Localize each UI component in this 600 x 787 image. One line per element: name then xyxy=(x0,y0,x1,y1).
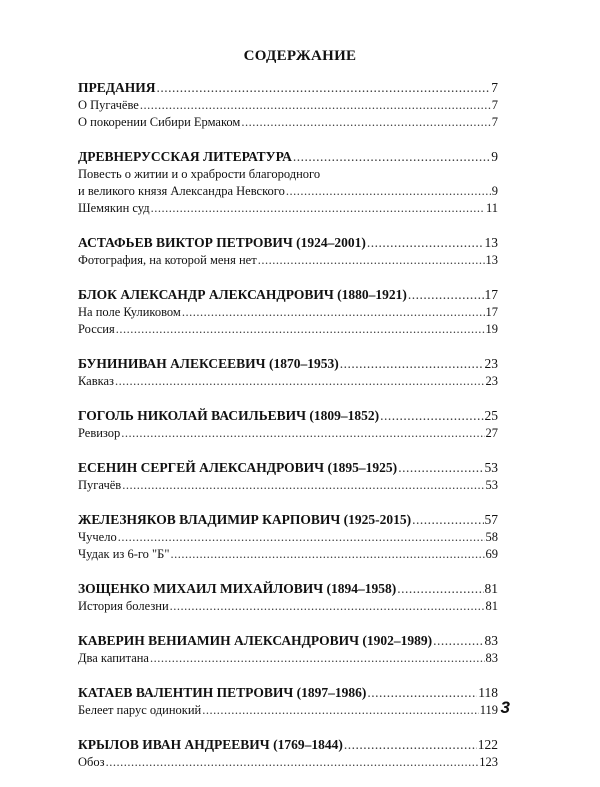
toc-section xyxy=(78,683,498,719)
toc-entry[interactable] xyxy=(78,97,498,114)
dot-leader xyxy=(408,285,484,304)
toc-section xyxy=(78,285,498,338)
section-author-label: АСТАФЬЕВ ВИКТОР ПЕТРОВИЧ (1924–2001) xyxy=(78,235,366,250)
section-page-number: 9 xyxy=(491,149,498,164)
page-number: 3 xyxy=(500,698,510,717)
section-page-number: 25 xyxy=(484,408,498,423)
toc-section xyxy=(78,354,498,390)
section-author-label: ЖЕЛЕЗНЯКОВ ВЛАДИМИР КАРПОВИЧ (1925-2015) xyxy=(78,512,412,527)
entry-page-number: 119 xyxy=(479,703,498,717)
entry-title: История болезни xyxy=(78,599,169,613)
section-author-label: ЗОЩЕНКО МИХАИЛ МИХАЙЛОВИЧ (1894–1958) xyxy=(78,581,397,596)
dot-leader xyxy=(397,579,483,598)
toc-section xyxy=(78,147,498,217)
toc-section-heading[interactable] xyxy=(78,510,498,529)
dot-leader xyxy=(118,529,485,546)
entry-page-number: 23 xyxy=(485,374,498,388)
toc-entry[interactable] xyxy=(78,373,498,390)
toc-entry[interactable] xyxy=(78,702,498,719)
toc-section xyxy=(78,735,498,771)
toc-section-heading[interactable] xyxy=(78,735,498,754)
section-page-number: 7 xyxy=(491,80,498,95)
section-author-label: ГОГОЛЬ НИКОЛАЙ ВАСИЛЬЕВИЧ (1809–1852) xyxy=(78,408,380,423)
dot-leader xyxy=(344,735,477,754)
toc-entry[interactable] xyxy=(78,304,498,321)
dot-leader xyxy=(122,477,484,494)
dot-leader xyxy=(367,683,477,702)
entry-page-number: 7 xyxy=(491,98,498,112)
toc-section-heading[interactable] xyxy=(78,579,498,598)
dot-leader xyxy=(170,598,485,615)
entry-title: Белеет парус одинокий xyxy=(78,703,202,717)
section-page-number: 17 xyxy=(484,287,498,302)
entry-page-number: 27 xyxy=(485,426,498,440)
dot-leader xyxy=(380,406,483,425)
section-page-number: 57 xyxy=(484,512,498,527)
section-author-label: КАТАЕВ ВАЛЕНТИН ПЕТРОВИЧ (1897–1986) xyxy=(78,685,367,700)
entry-title: Чудак из 6-го "Б" xyxy=(78,547,170,561)
dot-leader xyxy=(367,233,484,252)
entry-page-number: 11 xyxy=(485,201,498,215)
toc-section-heading[interactable] xyxy=(78,458,498,477)
dot-leader xyxy=(293,147,490,166)
entry-title: Пугачёв xyxy=(78,478,122,492)
entry-page-number: 69 xyxy=(485,547,498,561)
toc-section-heading[interactable] xyxy=(78,683,498,702)
entry-page-number: 58 xyxy=(485,530,498,544)
dot-leader xyxy=(170,546,484,563)
entry-title: Ревизор xyxy=(78,426,121,440)
entry-page-number: 83 xyxy=(485,651,498,665)
dot-leader xyxy=(151,200,485,217)
toc-section-heading[interactable] xyxy=(78,406,498,425)
section-page-number: 13 xyxy=(484,235,498,250)
entry-page-number: 53 xyxy=(485,478,498,492)
dot-leader xyxy=(150,650,485,667)
entry-page-number: 13 xyxy=(485,253,498,267)
toc-entry[interactable] xyxy=(78,598,498,615)
entry-title: Повесть о житии и о храбрости благородного xyxy=(78,167,321,181)
toc-entry[interactable] xyxy=(78,166,498,183)
dot-leader xyxy=(182,304,485,321)
toc-entry[interactable] xyxy=(78,183,498,200)
entry-title: Фотография, на которой меня нет xyxy=(78,253,257,267)
dot-leader xyxy=(340,354,484,373)
section-author-label: КРЫЛОВ ИВАН АНДРЕЕВИЧ (1769–1844) xyxy=(78,737,343,752)
toc-section xyxy=(78,233,498,269)
toc-section xyxy=(78,458,498,494)
entry-title: Шемякин суд xyxy=(78,201,150,215)
section-author-label: ПРЕДАНИЯ xyxy=(78,80,156,95)
toc-section xyxy=(78,78,498,131)
dot-leader xyxy=(116,321,485,338)
dot-leader xyxy=(157,78,491,97)
section-page-number: 53 xyxy=(484,460,498,475)
entry-title: Два капитана xyxy=(78,651,149,665)
toc-section-heading[interactable] xyxy=(78,354,498,373)
toc-entry[interactable] xyxy=(78,114,498,131)
entry-page-number: 17 xyxy=(485,305,498,319)
dot-leader xyxy=(412,510,483,529)
entry-page-number: 81 xyxy=(485,599,498,613)
dot-leader xyxy=(115,373,485,390)
toc-section-heading[interactable] xyxy=(78,78,498,97)
toc-entry[interactable] xyxy=(78,754,498,771)
entry-page-number: 123 xyxy=(479,755,498,769)
toc-section-heading[interactable] xyxy=(78,285,498,304)
entry-title: Обоз xyxy=(78,755,105,769)
toc-section-heading[interactable] xyxy=(78,233,498,252)
section-author-label: КАВЕРИН ВЕНИАМИН АЛЕКСАНДРОВИЧ (1902–1989) xyxy=(78,633,433,648)
toc-entry[interactable] xyxy=(78,546,498,563)
dot-leader xyxy=(121,425,484,442)
dot-leader xyxy=(398,458,483,477)
entry-title: О Пугачёве xyxy=(78,98,139,112)
page-title: СОДЕРЖАНИЕ xyxy=(243,48,357,64)
dot-leader xyxy=(286,183,491,200)
toc-section-heading[interactable] xyxy=(78,631,498,650)
toc-section xyxy=(78,579,498,615)
section-author-label: ЕСЕНИН СЕРГЕЙ АЛЕКСАНДРОВИЧ (1895–1925) xyxy=(78,460,398,475)
dot-leader xyxy=(106,754,479,771)
toc-section-heading[interactable] xyxy=(78,147,498,166)
section-page-number: 118 xyxy=(478,685,498,700)
toc-section xyxy=(78,631,498,667)
dot-leader xyxy=(202,702,478,719)
entry-title: Кавказ xyxy=(78,374,114,388)
toc-section xyxy=(78,406,498,442)
entry-title: О покорении Сибири Ермаком xyxy=(78,115,241,129)
toc-entry[interactable] xyxy=(78,321,498,338)
section-author-label: БЛОК АЛЕКСАНДР АЛЕКСАНДРОВИЧ (1880–1921) xyxy=(78,287,407,302)
section-author-label: ДРЕВНЕРУССКАЯ ЛИТЕРАТУРА xyxy=(78,149,292,164)
dot-leader xyxy=(258,252,485,269)
section-page-number: 81 xyxy=(484,581,498,596)
dot-leader xyxy=(140,97,491,114)
toc-entry[interactable] xyxy=(78,200,498,217)
section-page-number: 23 xyxy=(484,356,498,371)
toc-entry[interactable] xyxy=(78,477,498,494)
section-page-number: 83 xyxy=(484,633,498,648)
entry-title: Россия xyxy=(78,322,115,336)
section-author-label: БУНИНИВАН АЛЕКСЕЕВИЧ (1870–1953) xyxy=(78,356,339,371)
entry-page-number: 9 xyxy=(491,184,498,198)
entry-title: На поле Куликовом xyxy=(78,305,181,319)
toc-entry[interactable] xyxy=(78,529,498,546)
entry-title: Чучело xyxy=(78,530,117,544)
entry-title: и великого князя Александра Невского xyxy=(78,184,285,198)
dot-leader xyxy=(241,114,490,131)
dot-leader xyxy=(433,631,483,650)
section-page-number: 122 xyxy=(477,737,498,752)
entry-page-number: 19 xyxy=(485,322,498,336)
entry-page-number: 7 xyxy=(491,115,498,129)
toc-entry[interactable] xyxy=(78,425,498,442)
table-of-contents xyxy=(78,78,498,787)
toc-entry[interactable] xyxy=(78,252,498,269)
toc-section xyxy=(78,510,498,563)
toc-entry[interactable] xyxy=(78,650,498,667)
